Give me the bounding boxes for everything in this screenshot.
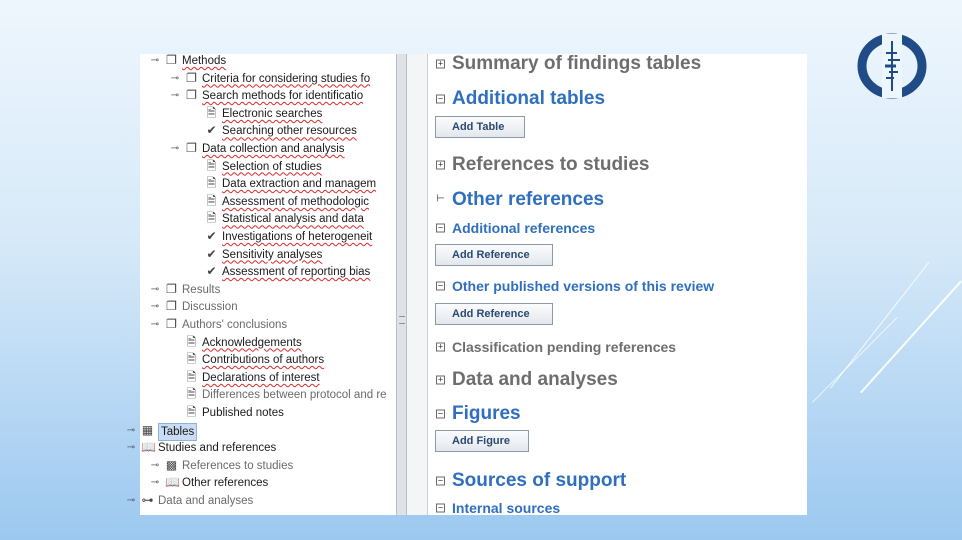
collapse-section-icon[interactable]: − <box>437 93 444 104</box>
doc-stack-icon: ❐ <box>186 88 197 103</box>
tree-item-label: References to studies <box>182 459 294 472</box>
section-title: Additional tables <box>452 88 606 109</box>
tree-item-label: Statistical analysis and data <box>222 213 364 226</box>
add-ref-1-button[interactable]: Add Reference <box>435 244 553 266</box>
doc-icon: 🗎 <box>186 334 197 349</box>
tree-item-label: Criteria for considering studies fo <box>202 72 371 85</box>
collapse-section-icon[interactable]: − <box>437 280 444 291</box>
splitter-grip-icon[interactable] <box>399 316 405 324</box>
doc-check-icon: ✔ <box>206 229 217 243</box>
expand-toggle-icon[interactable]: ⊸ <box>126 424 136 436</box>
tree-item-label: Results <box>182 283 221 296</box>
collapse-toggle-icon[interactable]: ⊸ <box>126 442 136 454</box>
tree-item-label: Acknowledgements <box>202 336 302 349</box>
collapse-toggle-icon[interactable]: ⊸ <box>170 90 180 102</box>
tree-item-label: Contributions of authors <box>202 354 325 367</box>
tree-item-label: Methods <box>182 55 227 67</box>
expand-toggle-icon[interactable]: ⊸ <box>150 459 160 471</box>
doc-icon: 🗎 <box>206 158 217 173</box>
expand-section-icon[interactable]: + <box>437 341 444 352</box>
collapse-toggle-icon[interactable]: ⊸ <box>150 55 160 66</box>
expand-toggle-icon[interactable]: ⊸ <box>150 283 160 295</box>
editor-gutter <box>407 54 428 515</box>
section-title: Internal sources <box>452 500 561 516</box>
doc-check-icon: ✔ <box>206 264 217 279</box>
collapse-section-icon[interactable]: ⊢ <box>436 193 445 205</box>
doc-icon: 🗎 <box>206 211 217 226</box>
table-icon: ▦ <box>141 422 154 437</box>
section-title: References to studies <box>452 154 650 175</box>
expand-section-icon[interactable]: + <box>437 58 444 69</box>
tree-item-label: Sensitivity analyses <box>222 248 323 261</box>
tree-item-label: Published notes <box>202 407 284 419</box>
doc-stack-icon: ❐ <box>166 299 177 314</box>
section-title: Other references <box>452 189 605 210</box>
tree-item-label: Data and analyses <box>158 495 254 507</box>
expand-toggle-icon[interactable]: ⊸ <box>150 477 160 489</box>
tree-item-label: Authors' conclusions <box>182 319 288 331</box>
expand-toggle-icon[interactable]: ⊸ <box>170 72 180 84</box>
tree-item-label: Selection of studies <box>222 160 322 173</box>
doc-icon: 🗎 <box>206 193 217 208</box>
doc-check-icon: ✔ <box>206 123 217 138</box>
refs-icon: ▩ <box>165 457 178 472</box>
content-pane[interactable] <box>428 54 807 515</box>
pane-splitter[interactable] <box>396 54 407 515</box>
tree-item-label: Searching other resources <box>222 125 357 138</box>
doc-icon: 🗎 <box>206 105 217 120</box>
tree-item-label: Declarations of interest <box>202 371 320 384</box>
doc-icon: 🗎 <box>206 176 217 191</box>
section-title: Sources of support <box>452 470 627 491</box>
tree-item-label: Assessment of reporting bias <box>222 266 371 279</box>
collapse-section-icon[interactable]: − <box>437 475 444 486</box>
forest-icon: ⊶ <box>141 493 154 507</box>
doc-icon: 🗎 <box>186 405 197 419</box>
add-figure-button[interactable]: Add Figure <box>435 430 529 452</box>
tree-item-label: Search methods for identificatio <box>202 90 364 103</box>
expand-toggle-icon[interactable]: ⊸ <box>150 319 160 330</box>
collapse-section-icon[interactable]: − <box>437 222 444 233</box>
section-title: Summary of findings tables <box>452 53 702 74</box>
section-title: Other published versions of this review <box>452 278 715 294</box>
tree-item-label: Tables <box>158 423 197 441</box>
expand-toggle-icon[interactable]: ⊸ <box>126 495 136 506</box>
tree-item-label: Investigations of heterogeneit <box>222 231 373 243</box>
collapse-section-icon[interactable]: − <box>437 408 444 419</box>
collapse-section-icon[interactable]: − <box>437 502 444 513</box>
book-icon: 📖 <box>165 475 180 490</box>
section-title: Additional references <box>452 220 596 236</box>
expand-section-icon[interactable]: + <box>437 374 444 385</box>
tree-item-label: Electronic searches <box>222 107 323 120</box>
expand-toggle-icon[interactable]: ⊸ <box>150 301 160 313</box>
doc-stack-icon: ❐ <box>186 70 197 85</box>
section-title: Classification pending references <box>452 339 677 355</box>
collapse-toggle-icon[interactable]: ⊸ <box>170 143 180 154</box>
tree-item-label: Data extraction and managem <box>222 178 377 191</box>
add-ref-2-button[interactable]: Add Reference <box>435 303 553 325</box>
tree-item-label: Discussion <box>182 301 238 314</box>
cochrane-logo-icon <box>856 33 928 99</box>
doc-stack-icon: ❐ <box>186 141 197 155</box>
doc-stack-icon: ❐ <box>166 53 177 67</box>
doc-icon: 🗎 <box>186 369 197 384</box>
revman-screenshot <box>126 53 807 516</box>
doc-check-icon: ✔ <box>206 246 217 261</box>
add-table-button[interactable]: Add Table <box>435 116 525 138</box>
doc-icon: 🗎 <box>186 387 197 402</box>
doc-icon: 🗎 <box>186 352 197 367</box>
expand-section-icon[interactable]: + <box>437 159 444 170</box>
outline-tree[interactable] <box>126 53 396 515</box>
section-title: Data and analyses <box>452 369 618 390</box>
tree-item-label: Assessment of methodologic <box>222 195 370 208</box>
tree-item-label: Other references <box>182 477 269 490</box>
section-title: Figures <box>452 403 521 424</box>
tree-item-label: Data collection and analysis <box>202 143 345 155</box>
book-icon: 📖 <box>141 440 156 455</box>
tree-item-label: Studies and references <box>158 442 277 455</box>
decorative-line <box>812 317 898 403</box>
doc-stack-icon: ❐ <box>166 281 177 296</box>
doc-stack-icon: ❐ <box>166 317 177 331</box>
tree-item-label: Differences between protocol and re <box>202 389 387 402</box>
